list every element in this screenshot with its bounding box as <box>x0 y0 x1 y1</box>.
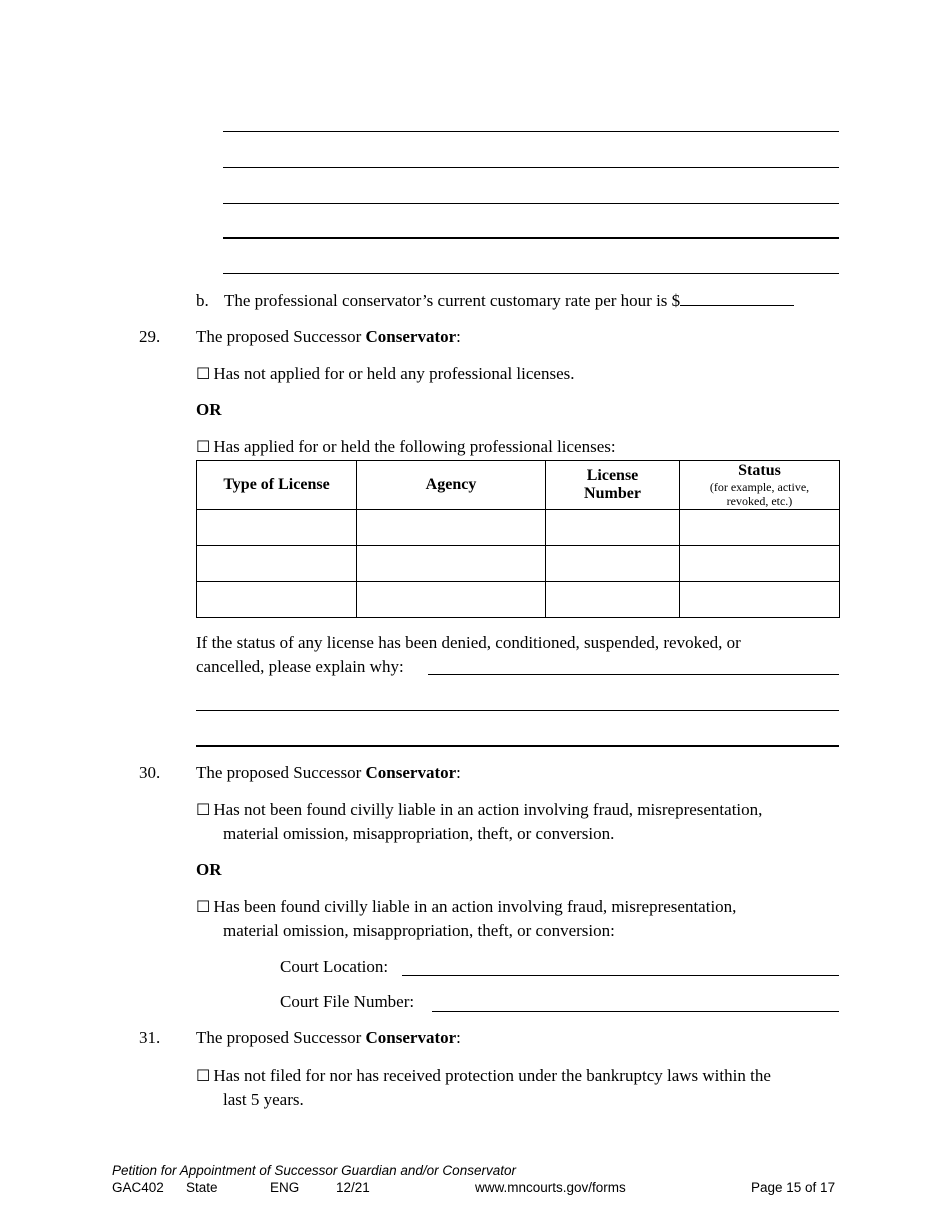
item-31-option-1-line-1: Has not filed for nor has received protection under the bankruptcy laws within the <box>213 1066 771 1085</box>
item-30-option-1-checkbox[interactable]: ☐ <box>196 800 211 819</box>
item-29-option-2 <box>196 437 616 457</box>
item-31-option-1-checkbox[interactable]: ☐ <box>196 1066 211 1085</box>
header-license-number-text: License Number <box>584 467 641 502</box>
item-30-option-2 <box>196 897 736 917</box>
item-30-option-1-line-2: material omission, misappropriation, theft, or conversion. <box>223 824 615 843</box>
header-license-number <box>546 461 680 510</box>
table-cell[interactable] <box>680 546 840 582</box>
header-status-note: (for example, active, revoked, etc.) <box>709 480 810 508</box>
hourly-rate-question: The professional conservator’s current customary rate per hour is $ <box>224 291 681 310</box>
item-31-option-1-line-2: last 5 years. <box>223 1090 304 1109</box>
item-29-option-1-text: Has not applied for or held any professional licenses. <box>213 364 575 383</box>
item-31-lead: The proposed Successor <box>196 1028 366 1047</box>
table-row <box>197 510 840 546</box>
item-b-text <box>224 291 794 311</box>
item-31-heading <box>196 1028 461 1048</box>
table-cell[interactable] <box>680 582 840 618</box>
item-29-option-2-text: Has applied for or held the following professional licenses: <box>213 437 616 456</box>
item-31-option-1 <box>196 1066 771 1086</box>
footer-date: 12/21 <box>336 1180 370 1195</box>
item-30-heading <box>196 763 461 783</box>
answer-line-3[interactable] <box>223 203 839 204</box>
item-29-option-1 <box>196 364 575 384</box>
court-location-field[interactable] <box>402 975 839 976</box>
item-29-or: OR <box>196 400 222 419</box>
explain-field-1[interactable] <box>428 674 839 675</box>
explain-field-2[interactable] <box>196 710 839 711</box>
table-cell[interactable] <box>546 546 680 582</box>
item-31-number: 31. <box>139 1028 161 1047</box>
table-cell[interactable] <box>546 510 680 546</box>
item-31-lead-end: : <box>456 1028 461 1047</box>
footer-url: www.mncourts.gov/forms <box>475 1180 626 1195</box>
footer-jurisdiction: State <box>186 1180 218 1195</box>
footer-title: Petition for Appointment of Successor Guardian and/or Conservator <box>112 1163 516 1178</box>
explain-field-3[interactable] <box>196 745 839 747</box>
explain-line-1: If the status of any license has been denied, conditioned, suspended, revoked, or <box>196 633 741 652</box>
table-cell[interactable] <box>197 546 357 582</box>
answer-line-1[interactable] <box>223 131 839 132</box>
table-cell[interactable] <box>197 510 357 546</box>
item-b-label: b. <box>196 291 209 310</box>
footer-page-number: Page 15 of 17 <box>751 1180 836 1195</box>
item-29-lead: The proposed Successor <box>196 327 366 346</box>
item-30-option-2-line-2: material omission, misappropriation, theft, or conversion: <box>223 921 615 940</box>
item-31-lead-bold: Conservator <box>365 1028 457 1047</box>
table-cell[interactable] <box>546 582 680 618</box>
item-29-lead-bold: Conservator <box>365 327 457 346</box>
table-cell[interactable] <box>197 582 357 618</box>
court-file-number-label: Court File Number: <box>280 992 415 1011</box>
table-cell[interactable] <box>357 510 546 546</box>
item-30-option-2-line-1: Has been found civilly liable in an action involving fraud, misrepresentation, <box>213 897 737 916</box>
header-agency: Agency <box>357 461 546 510</box>
item-30-number: 30. <box>139 763 161 782</box>
item-30-option-2-checkbox[interactable]: ☐ <box>196 897 211 916</box>
item-29-number: 29. <box>139 327 161 346</box>
item-30-or: OR <box>196 860 222 879</box>
table-cell[interactable] <box>357 582 546 618</box>
table-row <box>197 582 840 618</box>
item-30-option-1-line-1: Has not been found civilly liable in an action involving fraud, misrepresentation, <box>213 800 763 819</box>
item-29-lead-end: : <box>456 327 461 346</box>
court-location-label: Court Location: <box>280 957 389 976</box>
explain-line-2 <box>196 657 404 677</box>
footer-language: ENG <box>270 1180 300 1195</box>
item-29-option-1-checkbox[interactable]: ☐ <box>196 364 211 383</box>
answer-line-2[interactable] <box>223 167 839 168</box>
item-30-option-1 <box>196 800 762 820</box>
header-type-of-license: Type of License <box>197 461 357 510</box>
court-file-number-field[interactable] <box>432 1011 839 1012</box>
license-table <box>196 460 840 618</box>
item-30-lead: The proposed Successor <box>196 763 366 782</box>
header-status-text: Status <box>738 462 781 479</box>
header-status <box>680 461 840 510</box>
license-table-header <box>197 461 840 510</box>
hourly-rate-field[interactable] <box>680 305 794 306</box>
answer-line-4[interactable] <box>223 237 839 239</box>
table-cell[interactable] <box>357 546 546 582</box>
item-30-lead-bold: Conservator <box>365 763 457 782</box>
table-cell[interactable] <box>680 510 840 546</box>
explain-label: cancelled, please explain why: <box>196 657 404 676</box>
item-29-heading <box>196 327 461 347</box>
answer-line-5[interactable] <box>223 273 839 274</box>
table-row <box>197 546 840 582</box>
item-29-option-2-checkbox[interactable]: ☐ <box>196 437 211 456</box>
item-30-lead-end: : <box>456 763 461 782</box>
footer-form-id: GAC402 <box>112 1180 164 1195</box>
